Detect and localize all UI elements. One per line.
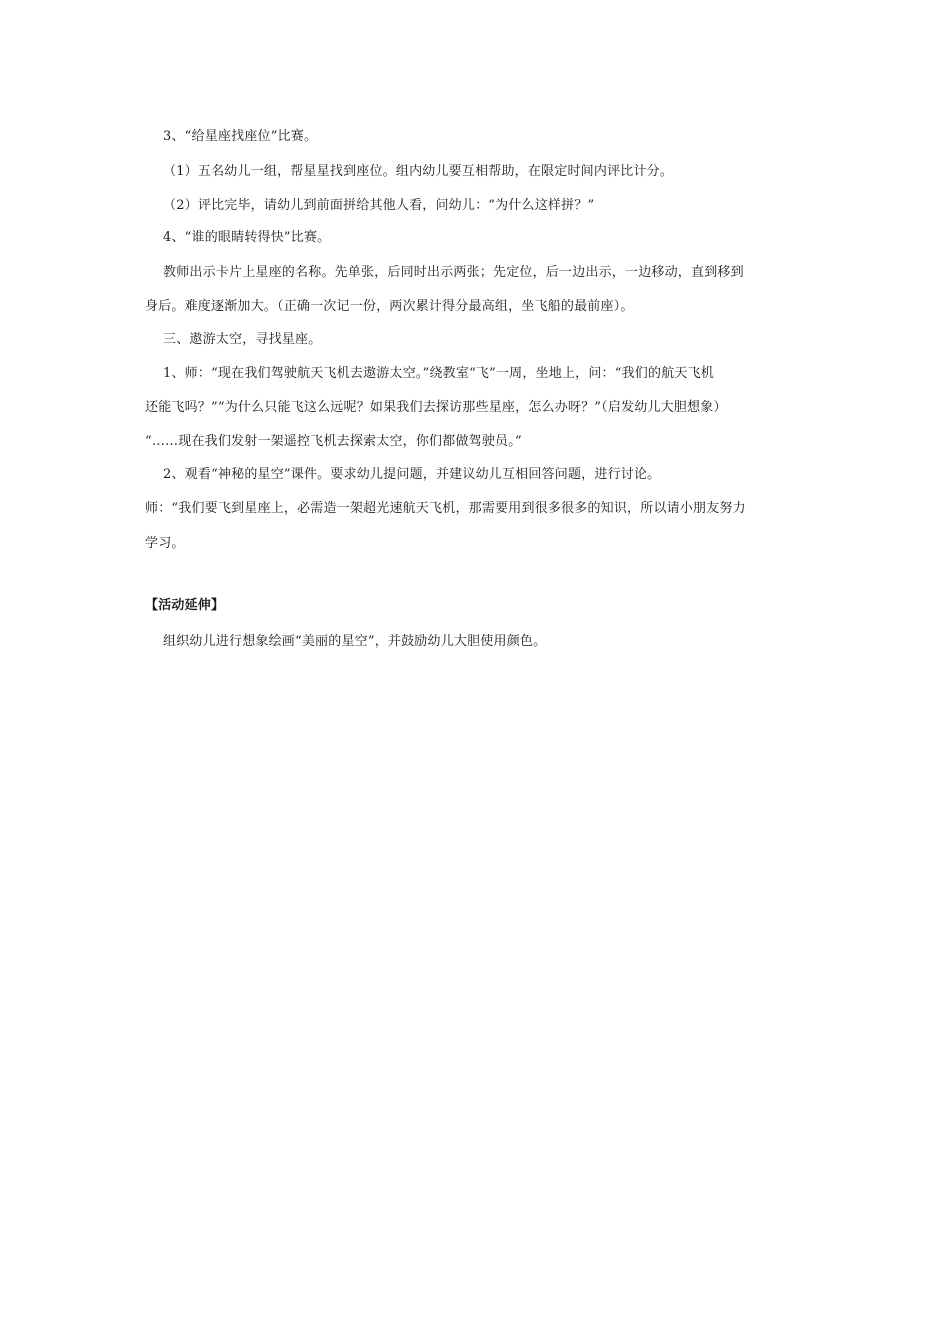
section-heading: 【活动延伸】 <box>145 598 225 613</box>
paragraph-line: 三、遨游太空，寻找星座。 <box>163 332 322 347</box>
paragraph-line: 身后。难度逐渐加大。（正确一次记一份，两次累计得分最高组，坐飞船的最前座）。 <box>145 299 634 314</box>
paragraph-line: 1、师：“现在我们驾驶航天飞机去遨游太空。”绕教室“飞”一周，坐地上，问：“我们的航天飞机 <box>163 366 715 381</box>
paragraph-line: 学习。 <box>145 536 185 551</box>
paragraph-line: 组织幼儿进行想象绘画“美丽的星空”，并鼓励幼儿大胆使用颜色。 <box>163 634 547 649</box>
paragraph-line: 3、“给星座找座位”比赛。 <box>163 129 318 144</box>
paragraph-line: 4、“谁的眼睛转得快”比赛。 <box>163 230 331 245</box>
paragraph-line: 教师出示卡片上星座的名称。先单张，后同时出示两张；先定位，后一边出示，一边移动，直到移到 <box>163 265 744 280</box>
paragraph-line: 师：“我们要飞到星座上，必需造一架超光速航天飞机，那需要用到很多很多的知识，所以请小朋友努力 <box>145 501 746 516</box>
paragraph-line: 还能飞吗？”“为什么只能飞这么远呢？如果我们去探访那些星座，怎么办呀？”（启发幼儿大胆想象） <box>145 400 727 415</box>
paragraph-line: “……现在我们发射一架遥控飞机去探索太空，你们都做驾驶员。” <box>145 434 522 449</box>
paragraph-line: 2、观看“神秘的星空”课件。要求幼儿提问题，并建议幼儿互相回答问题，进行讨论。 <box>163 467 661 482</box>
paragraph-line: （1）五名幼儿一组，帮星星找到座位。组内幼儿要互相帮助，在限定时间内评比计分。 <box>163 164 674 179</box>
paragraph-line: （2）评比完毕，请幼儿到前面拼给其他人看，问幼儿：“为什么这样拼？” <box>163 198 595 213</box>
